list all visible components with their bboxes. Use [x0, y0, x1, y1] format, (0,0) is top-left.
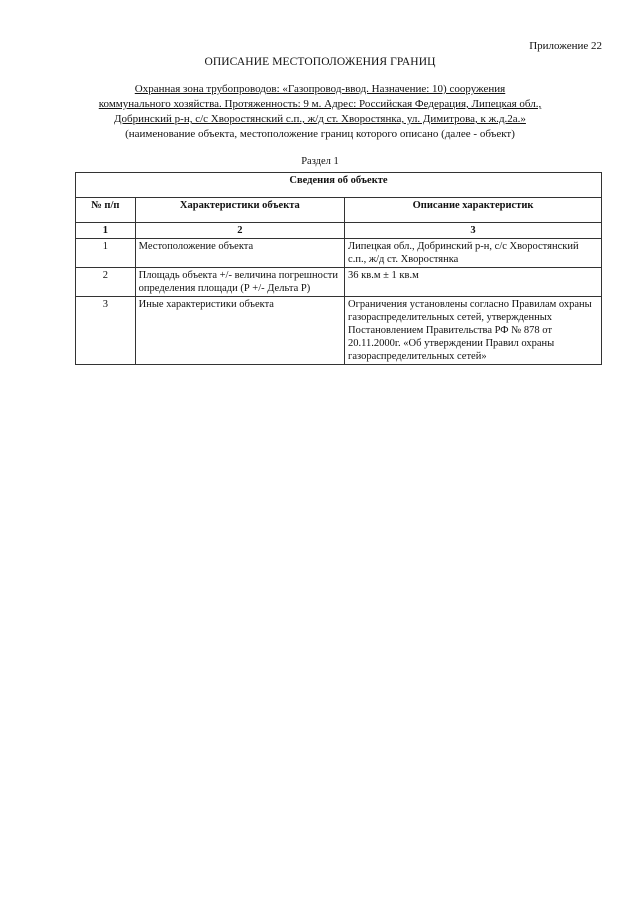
row-characteristic: Местоположение объекта: [135, 239, 344, 268]
header-description: Описание характеристик: [345, 198, 602, 223]
table-row: [76, 239, 602, 268]
row-description: Ограничения установлены согласно Правилам охраны газораспределительных сетей, утвержденных Постановлением Правительства РФ № 878 от 20.11.2000г. «Об утверждении Правил охраны газораспределительных сетей»: [345, 297, 602, 365]
appendix-label: Приложение 22: [529, 40, 602, 52]
column-number-2: 2: [135, 223, 344, 239]
row-number: 1: [76, 239, 136, 268]
row-number: 3: [76, 297, 136, 365]
column-number-row: [76, 223, 602, 239]
table-caption: Сведения об объекте: [76, 173, 602, 198]
table-caption-row: [76, 173, 602, 198]
object-description-line-2: коммунального хозяйства. Протяженность: 9 м. Адрес: Российская Федерация, Липецкая обл.,: [98, 98, 542, 110]
table-row: [76, 268, 602, 297]
column-number-3: 3: [345, 223, 602, 239]
row-characteristic: Площадь объекта +/- величина погрешности определения площади (Р +/- Дельта Р): [135, 268, 344, 297]
header-number: № п/п: [76, 198, 136, 223]
header-characteristic: Характеристики объекта: [135, 198, 344, 223]
object-info-table: [75, 172, 602, 365]
column-number-1: 1: [76, 223, 136, 239]
section-label: Раздел 1: [301, 156, 339, 167]
table-header-row: [76, 198, 602, 223]
row-description: 36 кв.м ± 1 кв.м: [345, 268, 602, 297]
row-number: 2: [76, 268, 136, 297]
object-description: [90, 82, 550, 142]
table-row: [76, 297, 602, 365]
document-title: ОПИСАНИЕ МЕСТОПОЛОЖЕНИЯ ГРАНИЦ: [204, 56, 436, 68]
row-description: Липецкая обл., Добринский р-н, с/с Хворостянский с.п., ж/д ст. Хворостянка: [345, 239, 602, 268]
object-description-line-1: Охранная зона трубопроводов: «Газопровод-ввод. Назначение: 10) сооружения: [134, 83, 506, 95]
row-characteristic: Иные характеристики объекта: [135, 297, 344, 365]
object-description-note: (наименование объекта, местоположение границ которого описано (далее - объект): [125, 128, 515, 140]
object-description-line-3: Добринский р-н, с/с Хворостянский с.п., ж/д ст. Хворостянка, ул. Димитрова, к ж.д.2а.»: [114, 113, 526, 125]
